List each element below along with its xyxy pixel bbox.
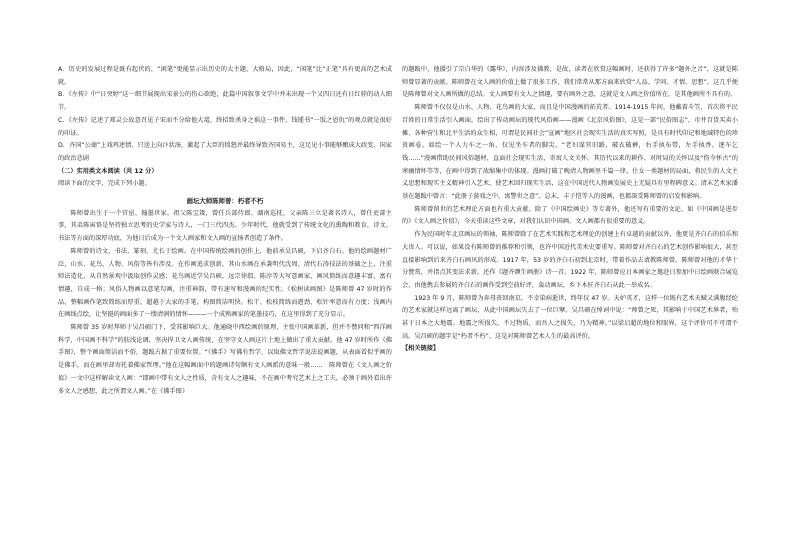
option-b: B．《左传》中“日突婷”这一细节展现出宋景公的伤心欲绝，此篇中国叙事文学中并未出现一个又四日还有日红骍的动人细节。 [58,91,392,112]
article-paragraph: 陈师曾出生于一个官宦、翰墨世家，祖父陈宝箴，曾任兵部侍郎、湖南巡抚，父亲陈三立是著名诗人，曾任吏部主事，其弟陈寅恪是坚持独立思考的史学家与诗人，一门三代四杰。少年时代，他就受到了传统文化的熏陶和教育，诗文、书法等方面的深厚功底，为他日后成为一个文人画家和文人画的宣扬者创造了条件。 [58,209,392,243]
section-heading: （二）实用类文本阅读（共 12 分） [58,167,158,175]
related-links-label: 【相关链接】 [402,345,440,353]
option-d: D．齐国“公鼐”上戏鸡述情、只送上向汴状汤，激起了大臣的愤怒并最终导致齐国易主，这足见小事能够酿成大政变、国家的政治悲剧 [58,142,392,162]
right-column [402,64,738,356]
left-column [58,64,392,398]
article-paragraph: 陈师曾不仅仅是山水、人物、花鸟画的大家，而且是中国漫画的拓荒者。1914-1915 年间，他戴着斗笠，首次将平民百姓的日常生活引入画面，绘出了传动画坛的现代风俗画——漫画《北京风俗图》，这是一部“民俗图志”，市井百货买卖小摊、各种营生和北平生活的众生相，可谓是民间社会“宣画”地区社会现实生活的真实写照，是具有时代印记和地域特色的珍贵画卷。如绘一个人力车之一角，仅见坐车者的脚尖，“老妇谋官旧路，破衣破裤，右手执布带，左手执香，逐车乞钱……”漫画借助民间风俗题材，直面社会现实生活，寄寓人文关怀。其历代以来的耕作、对时局的关怀以及“伤今怀古”的寒幽情怀等等，在画中得到了浓缩集中的体现。漫画打破了晚清人物画里千篇一律、仕女一类题材的局面，将民生的人文主义思想和现实主义精神引入艺术，使艺术回归现实生活，这在中国近代人物画发展史上无疑具有里程碑意义。清末艺术家潘基在题跋中曾言：“此册子游戏之中，寓警世之意”。总末，丰子恺等人的漫画，也都深受陈师曾的启发和影响。 [402,104,738,201]
article-paragraph: 陈师曾的诗文、书法、篆刻、尤长于绘画。在中国传统绘画的创作上，他前承吴昌硕，下启齐白石。他的绘画题材广泛，山水、花鸟、人物、风俗等皆有涉及。在作画追求创新，其山水画在承袭明代沈周、清代石涛技法的基础之上，注重师法造化，从自然景观中汲取创作灵感；花鸟画近学吴昌硕，远宗徐渭、陈淳等大写意画家，画风简练而意趣丰富，富有情趣，自成一格；风俗人物画以意笔勾画，注重神韵，带有速写和漫画的纪实性。《松树读画图》是陈师曾 47 岁时的作品，整幅画作笔致简练而厚重，超越于大家的手笔，构图简洁明快。松干、松枝简练而遒劲，松针率意而有力度；浅画内在画线点绘，让坚挺的画面多了一缕清润的情怀———一个成熟画家的笔墨技巧，在这里得到了充分显示。 [58,247,392,319]
article-paragraph: 陈师曾留世的艺术理论方面也有重大贡献。除了《中国绘画史》等专著外，他还写有重要的文论，如《中国画是进步的》《文人画之价值》，今天重读这些文章，对我们认识中国画、文人画都有很重要的意义。 [402,205,738,226]
article-paragraph: 的题跋中，他援引了宗白华的《露华》，内容涉及佛教、是故，读者在欣赏这幅画时，还获得了许多“题外之音”，这就是陈师曾显著的贡献。陈师曾在文人画的价值上做了很多工作，我们常常从那方面来欣赏“人品、学问、才情、思想”，这几乎便是陈师曾对文人画所做的总结。文人画要有文人之情趣，要有画外之意，这就是文人画之价值所在，是其他画所不具有的。 [402,66,738,99]
article-paragraph: 陈师曾 35 岁时拜师于吴昌硕门下，受其影响巨大。他通晓中西绘画的原理，主张中国画革新，但并不赞同和“西洋画科学，中国画不科学”的肤浅论调，坚决捍卫文人画传统，在坚守文人画这片土地上做出了重大贡献。他 47 岁时所作《佛手图》，整个画面简洁而不俗，题跋占据了重要位置。“《佛手》写佛有哲学，以取佛文哲学说法说画题，从表面看似乎画的是佛手，而在画里却寄托着佛家哲理。”他在这幅画面中的题画诗句颇有文人画派的意味一般…… 陈师曾在《文人画之价值》一文中这样解读文人画：“即画中带有文人之性质，含有文人之趣味，不在画中考究艺术上之工夫，必须于画外看出许多文人之感想，此之所谓文人画。”在《佛手图》 [58,324,392,395]
instruction-text: 阅读下面的文字，完成下列小题。 [58,180,151,188]
option-a: A．历史的发展过程是既有起伏的，“闲笔”更能显示出历史的大主题、大格局，因此，“闲笔”比“正笔”具有更高的艺术成就。 [58,66,392,86]
option-c: C．《左传》记述了郑灵公故意召见子宋而不分给他大鼋，终招致杀身之祸这一事件，钱锺书“一饭之恩仇”的观点就是很好的印证。 [58,116,392,137]
article-paragraph: 1923 年 9 月，陈师曾为奔母丧回南京，不幸染病逝世，终年仅 47 岁。天妒英才，这样一位既有艺术天赋又满腹经纶的艺术家就这样远离了画坛，从此中国画坛失去了一位巨擘。吴昌硕在悼词中说：“师曾之死，其影响于中国艺术界者，殆甚于日本之大地震。地震之所损失，不过物质，而吾人之损失，乃为精神。”以梁启超的地位和眼界，这个评价可不可谓不高。吴昌硕的题字是“朽者不朽”，这是对陈师曾艺术人生的最高评价。 [402,294,738,340]
article-title: 画坛大师陈师曾：朽者不朽 [186,197,264,206]
article-paragraph: 作为民国时年北京画坛的领袖，陈师曾除了在艺术实践和艺术理论的创建上有卓越的贡献以外，他更是齐白石的伯乐和大贵人。可以说，如果没有陈师曾的推荐和引领，也许中国近代美术史要重写。陈师曾对齐白石的艺术创作影响很大，甚至直接影响到后来齐白石画风的形成。1917 年，53 岁的齐白石初到北京时，带着作品去请教陈师曾。陈师曾对他的才华十分赞赏，并指点其变法求新，还作《题齐濒生画册》诗一首。1922 年，陈师曾应日本画家之邀赴日参加中日绘画联合展览会，由他携去参展的齐白石的画作受到空前好评，轰动画坛，乡下木匠齐白石从此一举成名。 [402,231,738,289]
